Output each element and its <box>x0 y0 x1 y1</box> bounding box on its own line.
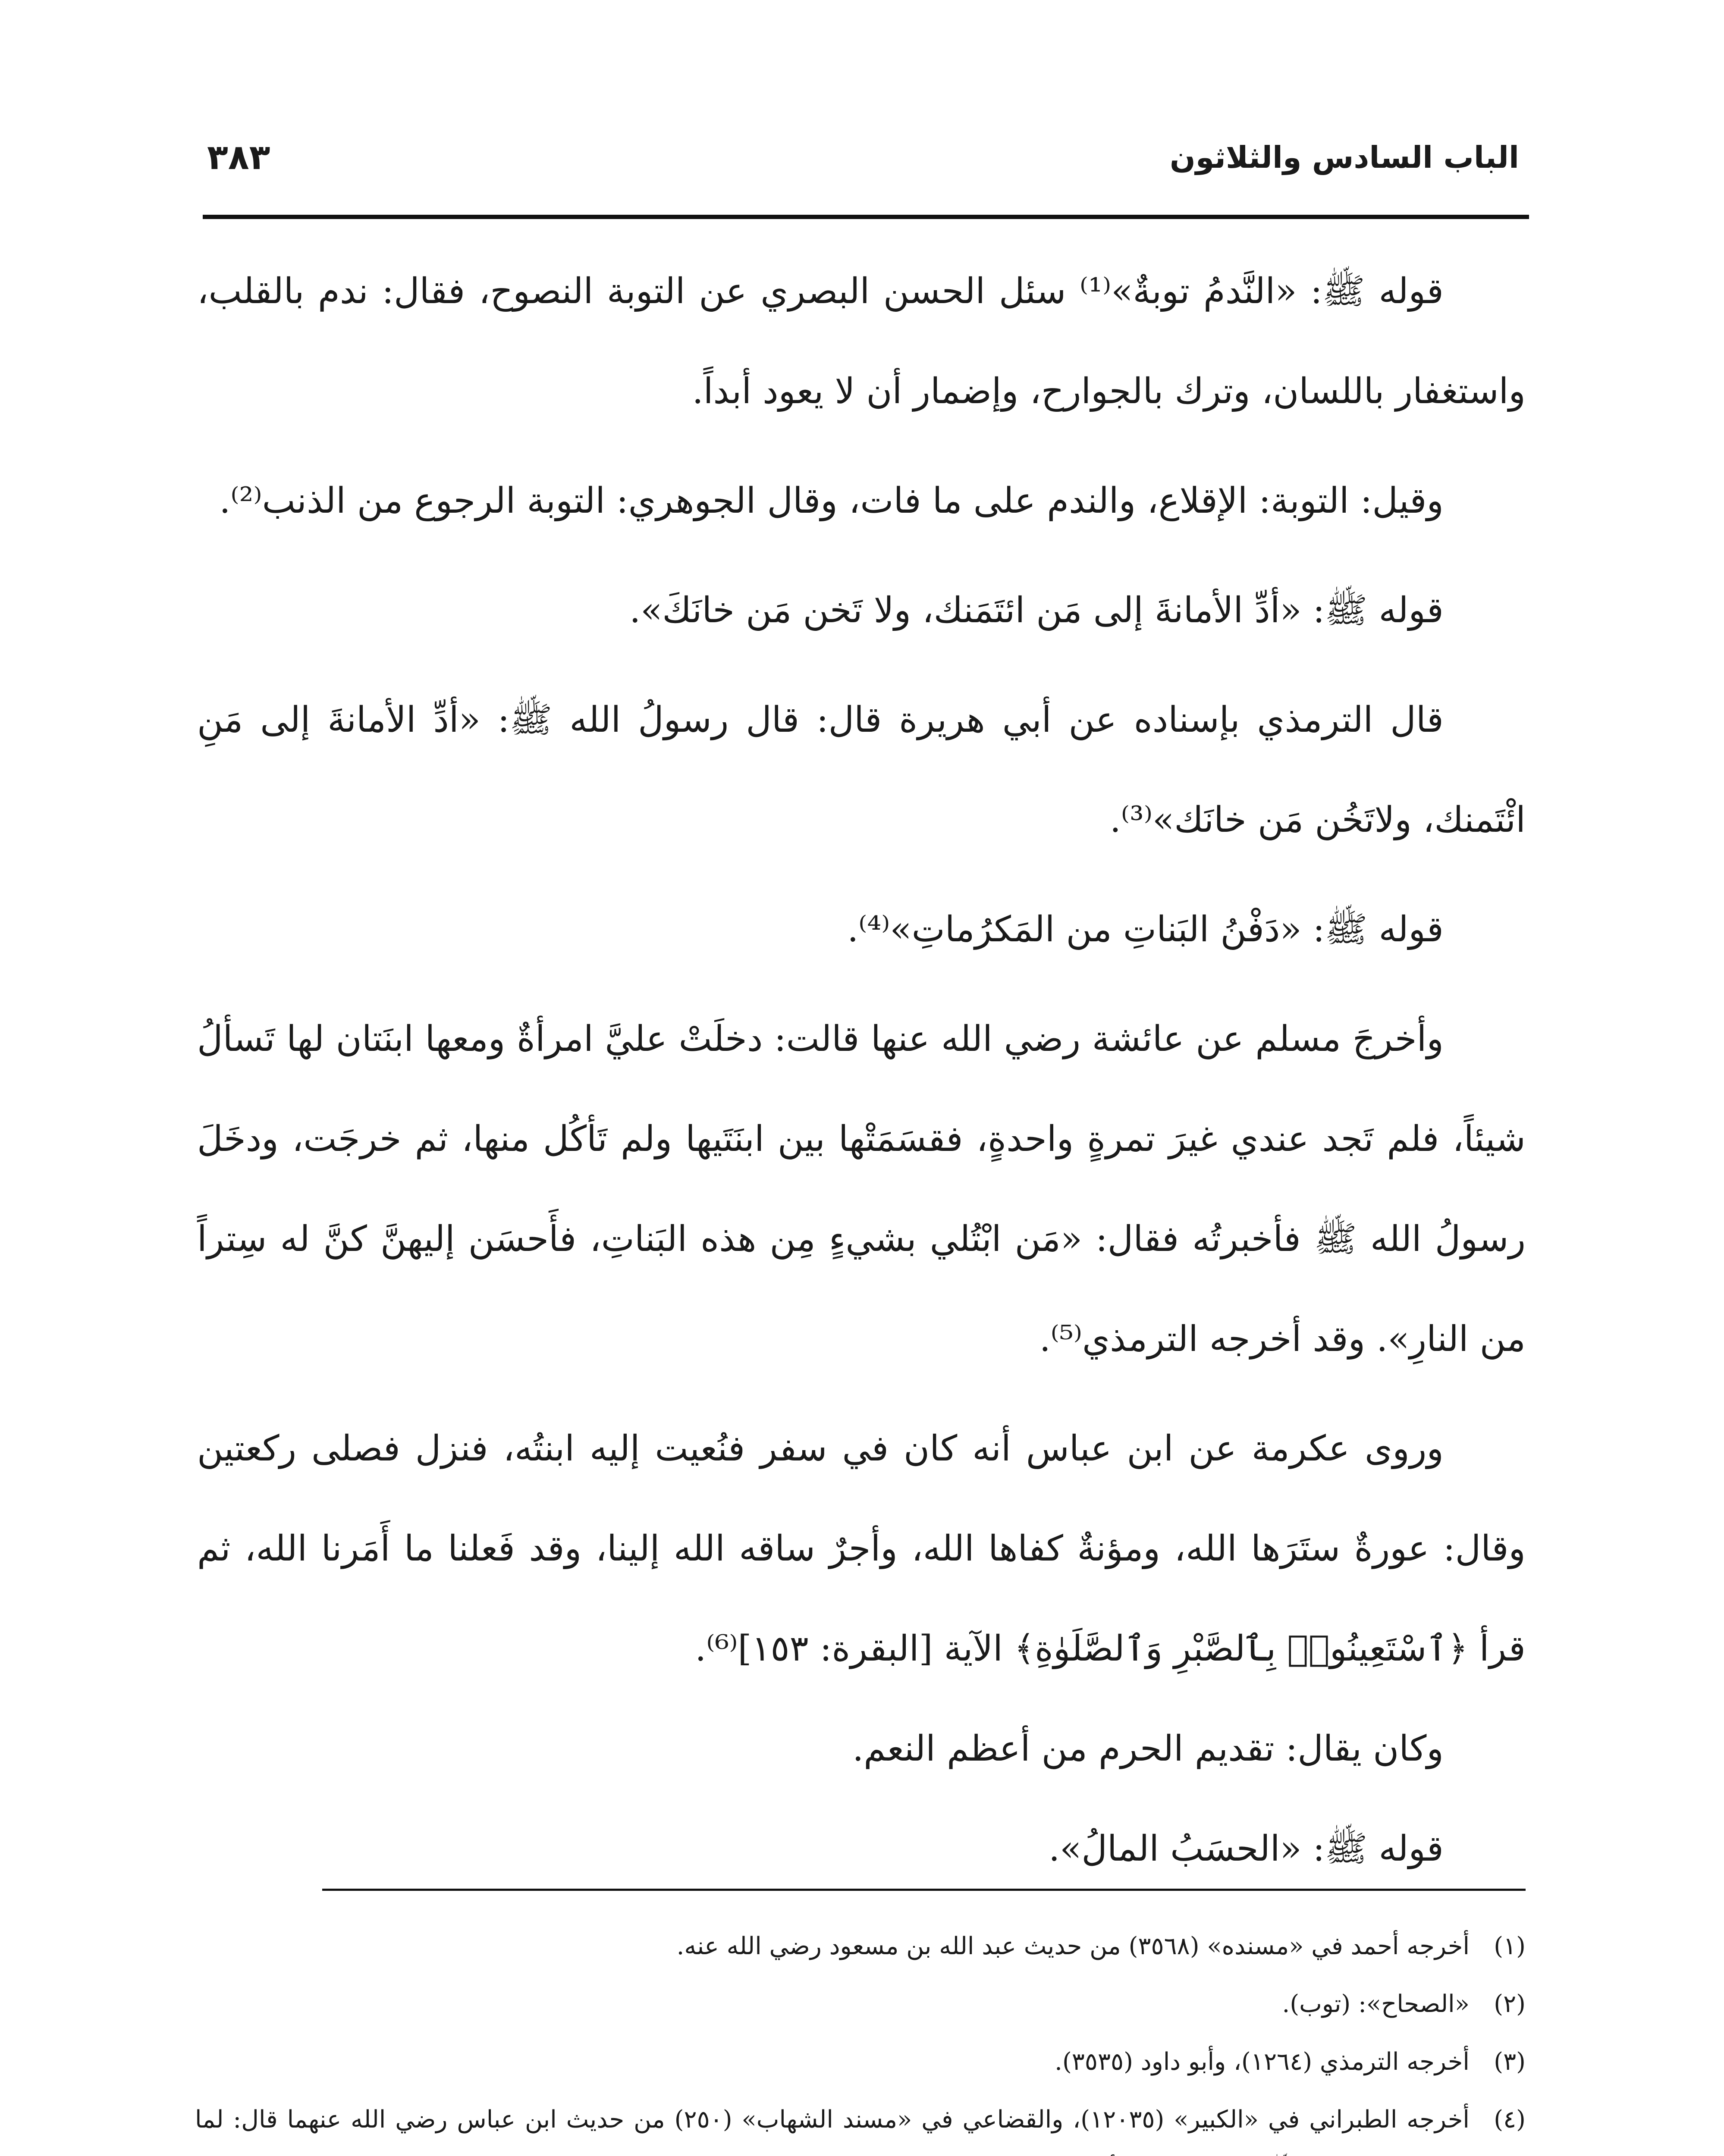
footnote-number: (٣) <box>1494 2048 1526 2076</box>
footnote-number: (١) <box>1494 1932 1526 1960</box>
footnote-rule <box>322 1889 1526 1891</box>
footnote-number: (٤) <box>1494 2106 1526 2134</box>
paragraph-1: قوله ﷺ: «النَّدمُ توبةٌ»⁽¹⁾ سئل الحسن البصري عن التوبة النصوح، فقال: ندم بالقلب، واستغفار باللسان، وترك بالجوارح، وإضمار أن لا يعود أبداً. <box>197 271 1526 412</box>
footnote-text: «الصحاح»: (توب). <box>1282 1990 1470 2018</box>
header-rule <box>203 215 1529 219</box>
chapter-title: الباب السادس والثلاثون <box>1170 140 1519 175</box>
footnote-1 <box>195 1921 1526 1972</box>
paragraph-3: قوله ﷺ: «أدِّ الأمانةَ إلى مَن ائتَمَنك، ولا تَخن مَن خانَكَ». <box>629 590 1444 631</box>
paragraph-4: قال الترمذي بإسناده عن أبي هريرة قال: قال رسولُ الله ﷺ: «أدِّ الأمانةَ إلى مَنِ ائْتَمنك، ولاتَخُن مَن خانَك»⁽³⁾. <box>197 699 1526 840</box>
footnote-text: أخرجه الطبراني في «الكبير» (١٢٠٣٥)، والقضاعي في «مسند الشهاب» (٢٥٠) من حديث ابن عباس رضي الله عنهما قال: لما <box>195 2106 1470 2134</box>
paragraph-2: وقيل: التوبة: الإقلاع، والندم على ما فات، وقال الجوهري: التوبة الرجوع من الذنب⁽²⁾. <box>219 480 1444 521</box>
paragraph-9: قوله ﷺ: «الحسَبُ المالُ». <box>1049 1828 1444 1869</box>
paragraph-6: وأخرجَ مسلم عن عائشة رضي الله عنها قالت: دخلَتْ عليَّ امرأةٌ ومعها ابنَتان لها تَسألُ شيئاً، فلم تَجد عندي غيرَ تمرةٍ واحدةٍ، فقسَمَتْها بين ابنَتَيها ولم تَأكُل منها، ثم خرجَت، ودخَلَ رسولُ الله ﷺ فأخبرتُه فقال: «مَن ابْتُلي بشيءٍ مِن هذه البَناتِ، فأَحسَن إليهنَّ كنَّ له سِتراً من النارِ». وقد أخرجه الترمذي⁽⁵⁾. <box>197 1018 1526 1360</box>
footnote-number: (٢) <box>1494 1990 1526 2018</box>
paragraph-8: وكان يقال: تقديم الحرم من أعظم النعم. <box>852 1728 1444 1769</box>
footnotes <box>195 1921 1526 2156</box>
paragraph-7: وروى عكرمة عن ابن عباس أنه كان في سفر فنُعيت إليه ابنتُه، فنزل فصلى ركعتين وقال: عورةٌ ستَرَها الله، ومؤنةٌ كفاها الله، وأجرٌ ساقه الله إلينا، وقد فَعلنا ما أَمَرنا الله، ثم قرأ ﴿ٱسْتَعِينُوا۟ بِٱلصَّبْرِ وَٱلصَّلَوٰةِ﴾ الآية [البقرة: ١٥٣]⁽⁶⁾. <box>197 1428 1526 1669</box>
footnote-2 <box>195 1979 1526 2030</box>
footnote-4 <box>195 2094 1526 2156</box>
footnote-text: أخرجه أحمد في «مسنده» (٣٥٦٨) من حديث عبد الله بن مسعود رضي الله عنه. <box>676 1932 1470 1960</box>
main-text <box>197 241 1526 1899</box>
footnote-3 <box>195 2037 1526 2087</box>
page-number: ٣٨٣ <box>207 137 270 177</box>
footnote-text: أخرجه الترمذي (١٢٦٤)، وأبو داود (٣٥٣٥). <box>1055 2048 1470 2076</box>
paragraph-5: قوله ﷺ: «دَفْنُ البَناتِ من المَكرُماتِ»⁽⁴⁾. <box>847 909 1444 950</box>
